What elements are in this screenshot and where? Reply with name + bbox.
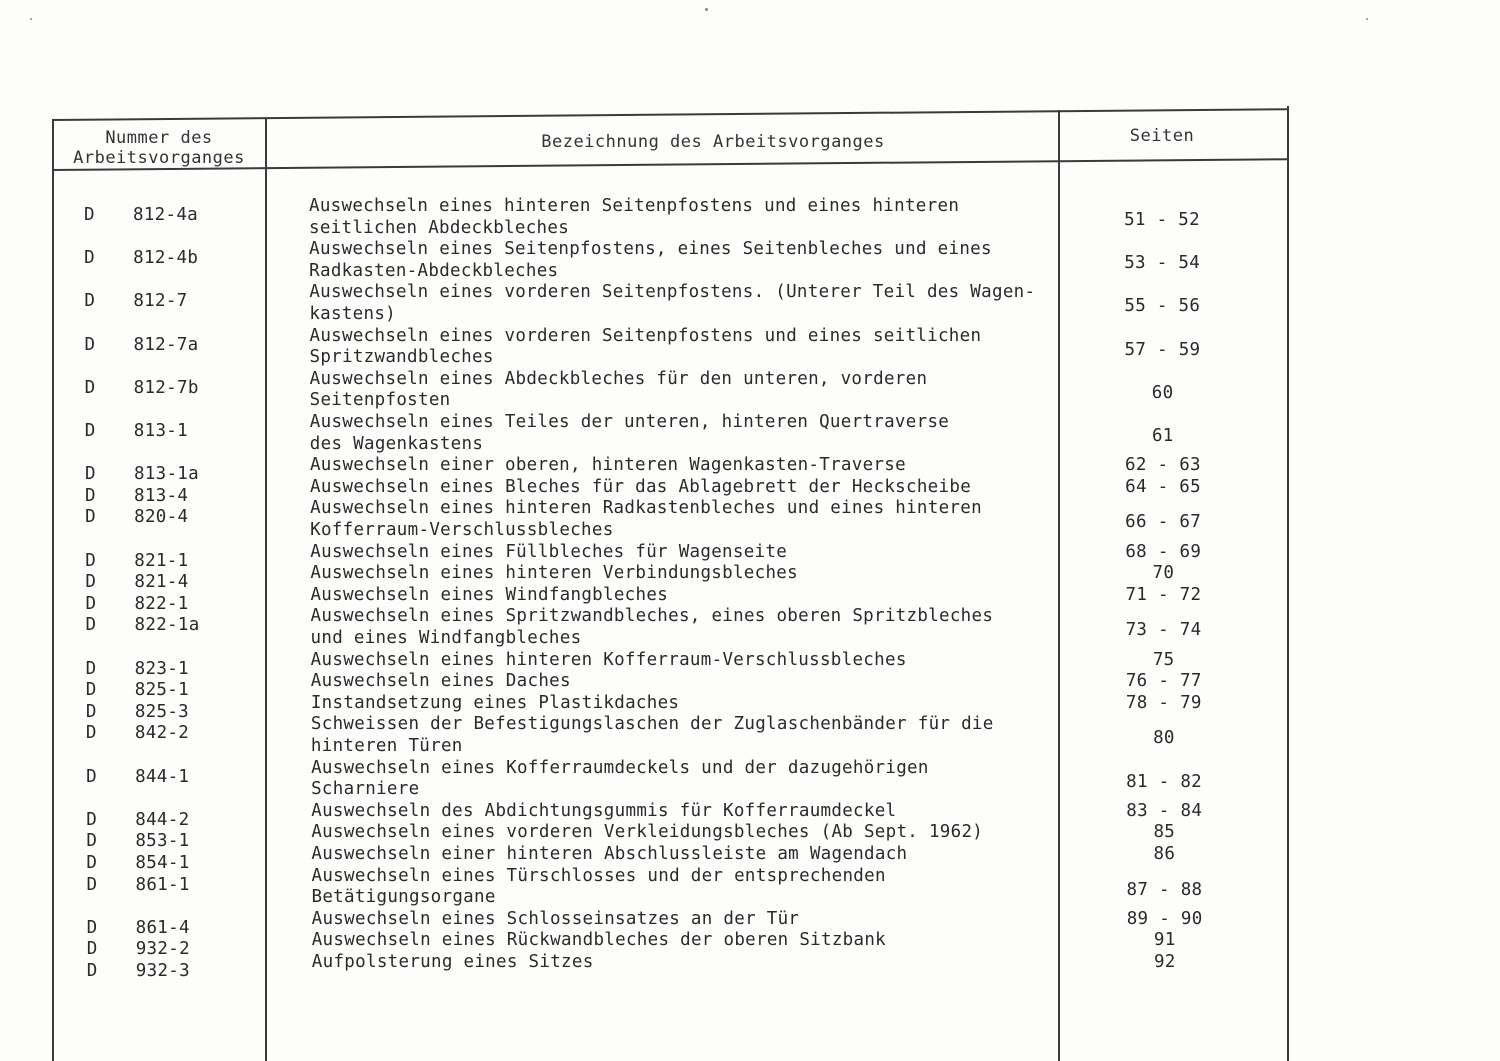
- row-prefix-letter: D: [86, 831, 98, 852]
- row-description-line: Auswechseln eines hinteren Verbindungsbleches: [310, 563, 798, 584]
- row-pages: 75: [1152, 649, 1175, 670]
- header-number-line2: Arbeitsvorganges: [73, 148, 245, 168]
- row-operation-number: 844-2: [135, 809, 190, 830]
- row-description: [311, 693, 1071, 715]
- scan-speck: [705, 8, 708, 11]
- row-description: [309, 196, 1069, 239]
- row-description-line: Auswechseln eines Spritzwandbleches, eines oberen Spritzbleches: [310, 606, 994, 627]
- row-pages: 64 - 65: [1125, 476, 1201, 497]
- row-description: [312, 952, 1072, 974]
- row-operation-number: 820-4: [134, 507, 189, 528]
- row-description-line: Auswechseln eines hinteren Seitenpfostens und eines hinteren: [309, 196, 960, 216]
- row-description-line: Auswechseln eines Abdeckbleches für den unteren, vorderen: [309, 368, 928, 389]
- row-description: [311, 844, 1071, 866]
- row-description: [309, 282, 1069, 325]
- row-pages: 62 - 63: [1125, 455, 1201, 476]
- row-description: [311, 671, 1071, 693]
- row-pages: 70: [1152, 563, 1175, 584]
- column-divider-1: [265, 118, 267, 1061]
- row-description: [311, 606, 1071, 649]
- row-prefix-letter: D: [84, 421, 96, 441]
- row-description-line: kastens): [309, 303, 397, 324]
- row-prefix-letter: D: [84, 334, 96, 355]
- row-pages: 91: [1153, 930, 1176, 951]
- row-prefix-letter: D: [86, 766, 97, 787]
- row-description: [310, 477, 1070, 499]
- row-prefix-letter: D: [85, 615, 97, 636]
- row-description-line: Scharniere: [311, 779, 420, 800]
- row-description: [310, 369, 1070, 412]
- row-operation-number: 813-1: [133, 421, 188, 441]
- row-description-line: Auswechseln des Abdichtungsgummis für Kofferraumdeckel: [311, 800, 897, 821]
- row-description: [310, 412, 1070, 455]
- row-pages: 61: [1151, 426, 1174, 446]
- row-description: [311, 801, 1071, 823]
- row-pages: 85: [1153, 822, 1176, 843]
- row-operation-number: 822-1: [134, 593, 189, 614]
- row-pages: 57 - 59: [1124, 339, 1201, 360]
- row-description-line: Auswechseln eines vorderen Seitenpfostens. (Unterer Teil des Wagen-: [309, 282, 1036, 303]
- row-pages: 89 - 90: [1126, 908, 1203, 929]
- row-operation-number: 861-1: [135, 874, 190, 895]
- header-description-column: Bezeichnung des Arbeitsvorganges: [541, 132, 885, 152]
- row-prefix-letter: D: [86, 853, 98, 873]
- row-description-line: Auswechseln einer hinteren Abschlussleiste am Wagendach: [311, 844, 908, 864]
- row-description-line: Auswechseln eines Daches: [310, 671, 571, 692]
- row-description-line: Auswechseln eines hinteren Radkastenbleches und eines hinteren: [310, 498, 982, 519]
- row-prefix-letter: D: [86, 809, 98, 830]
- row-description: [310, 585, 1070, 607]
- row-pages: 83 - 84: [1126, 800, 1203, 821]
- row-description: [311, 650, 1071, 672]
- row-description: [312, 909, 1072, 931]
- row-description-line: Seitenpfosten: [309, 390, 451, 411]
- row-description-line: Schweissen der Befestigungslaschen der Zuglaschenbänder für die: [310, 714, 994, 735]
- row-pages: 86: [1153, 844, 1176, 864]
- row-description-line: Radkasten-Abdeckbleches: [309, 260, 559, 281]
- row-description-line: Aufpolsterung eines Sitzes: [311, 952, 594, 972]
- row-pages: 68 - 69: [1125, 541, 1202, 562]
- row-operation-number: 844-1: [135, 766, 190, 787]
- row-prefix-letter: D: [85, 572, 97, 593]
- row-description-line: Auswechseln eines vorderen Seitenpfostens und eines seitlichen: [309, 325, 982, 346]
- row-description-line: Auswechseln eines Schlosseinsatzes an der Tür: [311, 908, 800, 929]
- row-operation-number: 932-2: [135, 939, 190, 960]
- row-description: [311, 866, 1071, 909]
- row-description-line: Auswechseln eines Teiles der unteren, hinteren Quertraverse: [309, 412, 950, 432]
- row-description-line: Auswechseln eines Seitenpfostens, eines Seitenbleches und eines: [309, 239, 992, 260]
- row-pages: 60: [1151, 382, 1174, 403]
- row-prefix-letter: D: [85, 680, 97, 701]
- row-pages: 51 - 52: [1124, 210, 1200, 230]
- row-description: [310, 498, 1070, 541]
- row-prefix-letter: D: [85, 658, 97, 679]
- row-description-line: seitlichen Abdeckbleches: [309, 217, 570, 238]
- row-description-line: Auswechseln eines Türschlosses und der entsprechenden: [311, 865, 886, 886]
- row-operation-number: 825-3: [134, 701, 190, 722]
- row-prefix-letter: D: [84, 291, 96, 312]
- row-description-line: hinteren Türen: [310, 735, 463, 756]
- row-operation-number: 842-2: [134, 723, 190, 744]
- row-prefix-letter: D: [85, 593, 97, 614]
- header-pages-column: Seiten: [1129, 126, 1195, 146]
- row-pages: 81 - 82: [1126, 771, 1203, 792]
- header-number-column: [56, 128, 262, 168]
- table-top-border: [52, 108, 1289, 120]
- row-operation-number: 823-1: [134, 658, 189, 679]
- row-description-line: des Wagenkastens: [309, 433, 484, 454]
- row-prefix-letter: D: [85, 485, 96, 506]
- row-description-line: Instandsetzung eines Plastikdaches: [310, 692, 680, 713]
- row-prefix-letter: D: [84, 464, 96, 485]
- table-left-border: [52, 119, 54, 1061]
- scan-speck: [30, 18, 32, 20]
- row-operation-number: 853-1: [135, 831, 190, 852]
- row-pages: 73 - 74: [1125, 620, 1202, 641]
- row-description: [311, 758, 1071, 801]
- row-operation-number: 854-1: [135, 853, 190, 873]
- row-prefix-letter: D: [86, 939, 98, 960]
- row-prefix-letter: D: [85, 507, 96, 528]
- row-pages: 87 - 88: [1126, 879, 1203, 900]
- row-operation-number: 825-1: [134, 680, 189, 701]
- row-description: [312, 930, 1072, 952]
- row-description-line: Auswechseln eines Rückwandbleches der oberen Sitzbank: [311, 930, 887, 951]
- row-prefix-letter: D: [85, 701, 97, 722]
- row-description: [310, 563, 1070, 585]
- row-pages: 53 - 54: [1124, 253, 1201, 274]
- row-operation-number: 822-1a: [134, 615, 200, 636]
- row-description-line: Auswechseln eines Bleches für das Ablagebrett der Heckscheibe: [310, 476, 972, 497]
- table-right-border: [1287, 106, 1289, 1061]
- row-description-line: Spritzwandbleches: [309, 347, 494, 368]
- row-pages: 80: [1153, 728, 1175, 749]
- row-pages: 55 - 56: [1124, 296, 1201, 317]
- row-description: [311, 822, 1071, 844]
- row-operation-number: 813-4: [134, 485, 189, 506]
- header-number-line1: Nummer des: [105, 128, 213, 148]
- row-operation-number: 861-4: [135, 917, 190, 938]
- row-prefix-letter: D: [86, 961, 98, 981]
- row-operation-number: 812-4b: [133, 248, 199, 269]
- row-prefix-letter: D: [85, 723, 97, 744]
- row-operation-number: 812-7b: [133, 377, 199, 398]
- row-description-line: Auswechseln eines Windfangbleches: [310, 584, 669, 605]
- row-pages: 71 - 72: [1125, 584, 1202, 605]
- row-prefix-letter: D: [85, 550, 97, 571]
- row-description: [310, 455, 1070, 477]
- row-description-line: Auswechseln eines Kofferraumdeckels und der dazugehörigen: [311, 757, 929, 778]
- row-pages: 92: [1153, 952, 1176, 972]
- row-operation-number: 932-3: [135, 961, 190, 981]
- row-description-line: Auswechseln eines hinteren Kofferraum-Verschlussbleches: [310, 649, 907, 670]
- row-operation-number: 821-1: [134, 550, 189, 571]
- row-pages: 76 - 77: [1125, 671, 1202, 692]
- row-description-line: Auswechseln eines Füllbleches für Wagenseite: [310, 541, 788, 562]
- row-description-line: Auswechseln eines vorderen Verkleidungsbleches (Ab Sept. 1962): [311, 822, 984, 843]
- row-pages: 78 - 79: [1125, 692, 1202, 713]
- row-prefix-letter: D: [86, 874, 98, 895]
- row-operation-number: 812-7a: [133, 334, 199, 355]
- row-description-line: Auswechseln einer oberen, hinteren Wagenkasten-Traverse: [309, 455, 906, 476]
- row-prefix-letter: D: [84, 248, 96, 269]
- row-description-line: und eines Windfangbleches: [310, 627, 582, 648]
- row-description-line: Betätigungsorgane: [311, 887, 496, 908]
- row-pages: 66 - 67: [1125, 512, 1202, 533]
- row-operation-number: 813-1a: [133, 464, 199, 485]
- row-operation-number: 812-4a: [133, 205, 199, 225]
- row-prefix-letter: D: [86, 917, 98, 938]
- row-operation-number: 821-4: [134, 572, 189, 593]
- row-description-line: Kofferraum-Verschlussbleches: [310, 519, 614, 540]
- scan-speck: [1366, 18, 1368, 20]
- row-description: [309, 239, 1069, 282]
- row-description: [309, 326, 1069, 369]
- row-description: [311, 714, 1071, 757]
- row-prefix-letter: D: [84, 377, 96, 398]
- row-operation-number: 812-7: [133, 291, 188, 312]
- row-description: [310, 542, 1070, 564]
- row-prefix-letter: D: [84, 205, 95, 225]
